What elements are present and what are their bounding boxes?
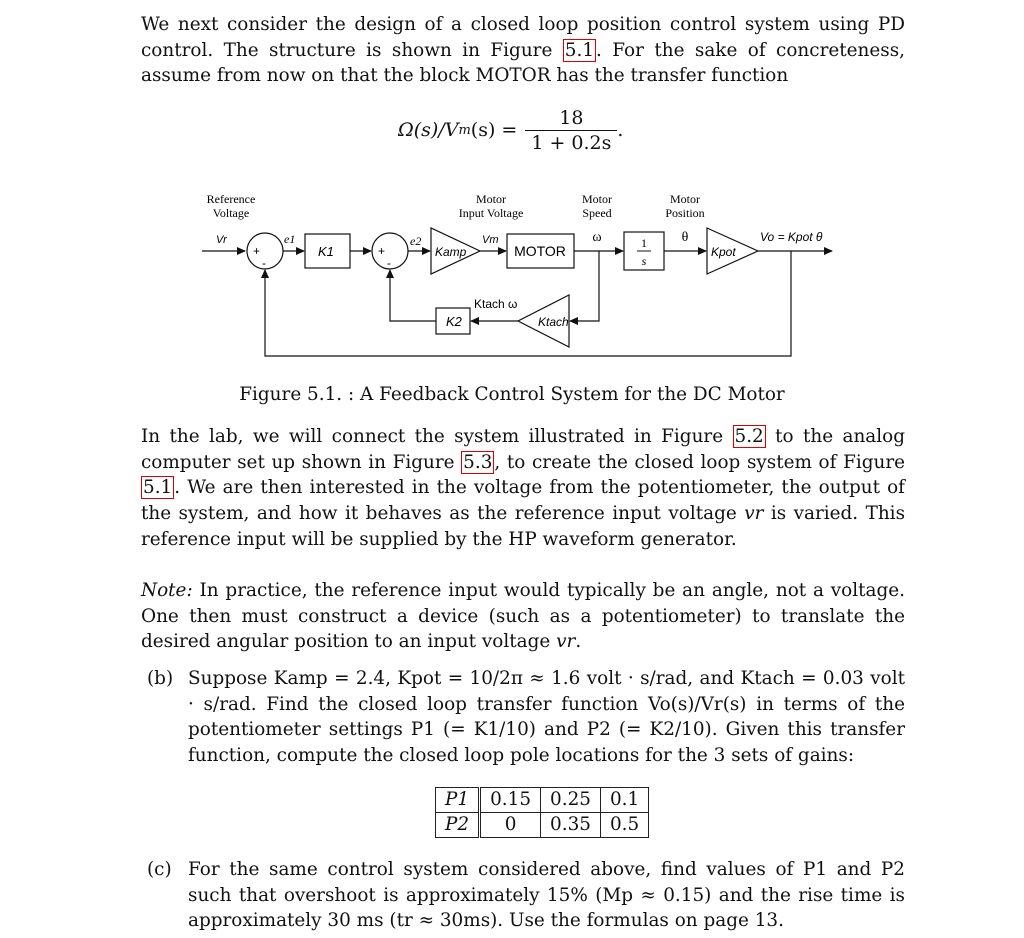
label-kpot: Kpot xyxy=(711,245,736,259)
eq-trail: . xyxy=(617,119,624,141)
table-cell: 0.15 xyxy=(480,788,541,813)
gain-table xyxy=(435,787,649,838)
eq-lhs-sub: m xyxy=(458,122,471,138)
motor-transfer-function xyxy=(398,104,623,156)
question-b xyxy=(147,666,905,769)
eq-denominator: 1 + 0.2s xyxy=(525,130,617,155)
lab-vr: vr xyxy=(744,503,764,525)
label-vo: Vo = Kpot θ xyxy=(760,230,823,244)
table-cell: 0.35 xyxy=(541,813,601,838)
label-motor-speed-1: Motor xyxy=(582,192,612,206)
note-text: In practice, the reference input would typically be an angle, not a voltage. One then must construct a device (such as a potentiometer) to translate the desired angular position to an input voltage xyxy=(141,580,905,653)
figure-link-5-2[interactable]: 5.2 xyxy=(734,426,764,447)
table-cell: 0.5 xyxy=(600,813,648,838)
label-omega: ω xyxy=(592,230,602,245)
label-int-den: s xyxy=(641,254,647,268)
lab-text-2: to the analog computer set up shown in Figure xyxy=(141,426,905,473)
eq-numerator: 18 xyxy=(559,106,584,129)
note-vr: vr xyxy=(556,631,576,653)
intro-paragraph xyxy=(141,12,905,89)
lab-text-5: is varied. This reference input will be supplied by the HP waveform generator. xyxy=(141,503,906,550)
figure-link-5-1[interactable]: 5.1 xyxy=(564,39,595,61)
figure-link-5-1-second[interactable]: 5.1 xyxy=(143,477,173,499)
label-theta: θ xyxy=(681,230,689,245)
label-motor-input-2: Input Voltage xyxy=(458,206,524,220)
label-reference-voltage-2: Voltage xyxy=(212,206,250,220)
sum1-plus: + xyxy=(253,244,261,258)
sum2-minus: - xyxy=(387,256,391,270)
label-k2: K2 xyxy=(446,314,462,329)
lab-paragraph xyxy=(141,424,905,553)
note-paragraph xyxy=(141,578,905,655)
table-cell-p1-label: P1 xyxy=(436,788,480,813)
label-k1: K1 xyxy=(318,244,334,259)
note-label: Note: xyxy=(141,580,193,601)
sum1-minus: - xyxy=(262,256,266,270)
signal-inner-feedback xyxy=(390,270,436,321)
figure-link-5-3[interactable]: 5.3 xyxy=(463,451,493,473)
lab-text-4: . We are then interested in the voltage from the potentiometer, the output of the system, and how it behaves as the reference input voltage xyxy=(141,477,905,525)
label-e2: e2 xyxy=(410,234,422,248)
lab-text-1: In the lab, we will connect the system illustrated in Figure xyxy=(141,426,733,447)
label-vm: Vm xyxy=(482,234,499,246)
sum2-plus: + xyxy=(378,244,386,258)
table-row xyxy=(436,788,649,813)
eq-fraction xyxy=(525,106,617,155)
eq-lhs-end: (s) = xyxy=(470,119,518,141)
figure-caption: Figure 5.1. : A Feedback Control System for the DC Motor xyxy=(239,384,785,405)
label-reference-voltage-1: Reference xyxy=(206,192,256,206)
table-cell: 0.1 xyxy=(600,788,648,813)
table-row xyxy=(436,813,649,838)
label-kamp: Kamp xyxy=(435,245,467,259)
label-motor: MOTOR xyxy=(514,243,566,259)
label-ktach-omega: Ktach ω xyxy=(474,297,518,311)
question-b-label: (b) xyxy=(147,668,174,689)
table-cell-p2-label: P2 xyxy=(436,813,480,838)
question-b-text: Suppose Kamp = 2.4, Kpot = 10/2π ≈ 1.6 volt · s/rad, and Ktach = 0.03 volt · s/rad. Find the closed loop transfer function Vo(s)/Vr(s) in terms of the potentiometer settings P1 (= K1/10) and P2 (= K2/10). Given this transfer function, compute the closed loop pole locations for the 3 sets of gains: xyxy=(188,668,905,767)
note-end: . xyxy=(575,631,582,653)
eq-lhs: Ω(s)/V xyxy=(398,119,459,141)
label-int-num: 1 xyxy=(641,236,647,250)
intro-text-1: We next consider the design of a closed loop position control system using PD control. The structure is shown in Figure xyxy=(141,14,905,61)
question-c-text: For the same control system considered above, find values of P1 and P2 such that overshoot is approximately 15% (Mp ≈ 0.15) and the rise time is approximately 30 ms (tr ≈ 30ms). Use the formulas on page 13. xyxy=(188,859,905,932)
label-motor-input-1: Motor xyxy=(476,192,506,206)
label-ktach: Ktach xyxy=(538,315,569,329)
question-c-label: (c) xyxy=(147,859,172,880)
label-motor-position-1: Motor xyxy=(670,192,700,206)
label-e1: e1 xyxy=(284,232,296,246)
block-diagram xyxy=(0,185,1024,365)
intro-text-2: . For the sake of concreteness, assume from now on that the block MOTOR has the transfer function xyxy=(141,39,905,87)
label-motor-position-2: Position xyxy=(665,206,705,220)
question-c xyxy=(147,857,905,934)
table-cell: 0 xyxy=(480,813,541,838)
label-motor-speed-2: Speed xyxy=(582,206,612,220)
lab-text-3: , to create the closed loop system of Figure xyxy=(494,451,905,473)
label-vr: Vr xyxy=(216,234,227,246)
table-cell: 0.25 xyxy=(541,788,601,813)
